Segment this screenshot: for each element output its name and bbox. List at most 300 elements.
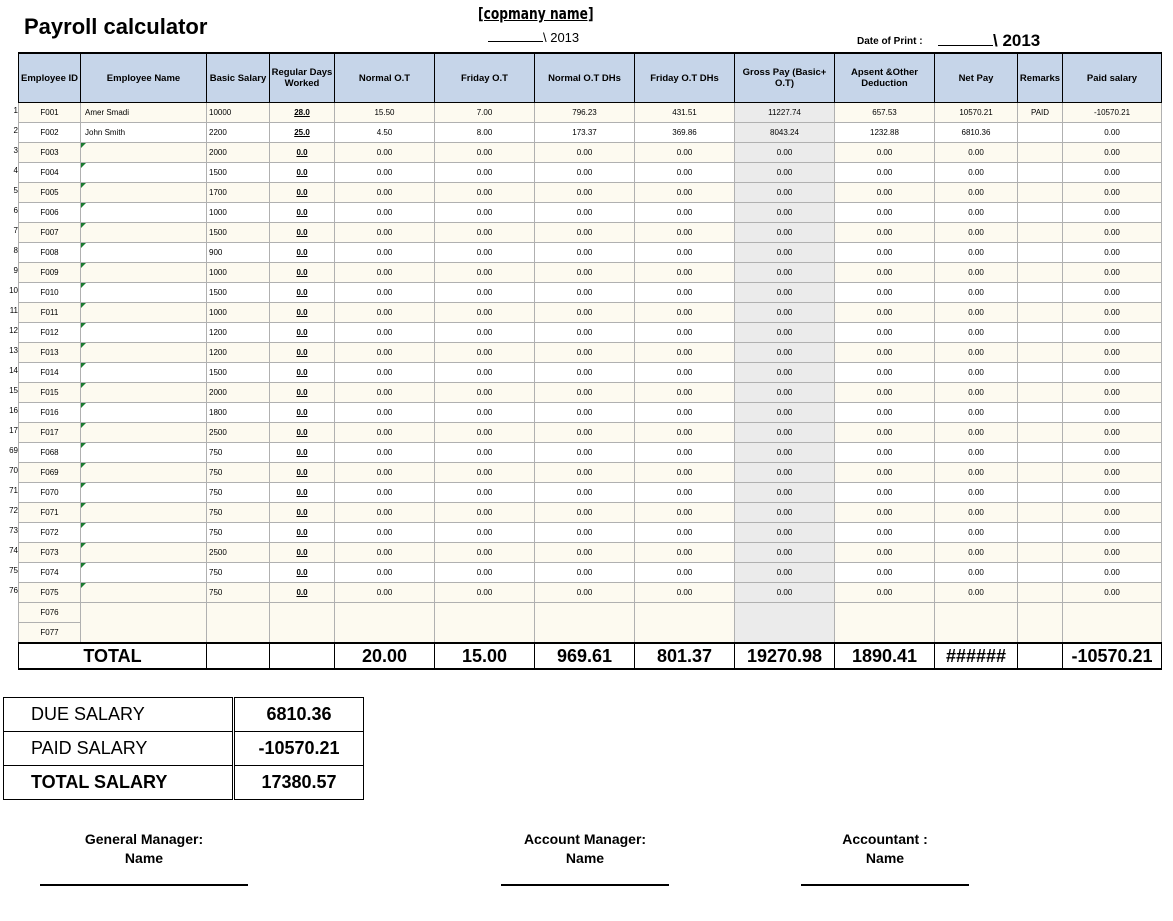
cell-notdh[interactable]: 0.00 <box>535 423 635 443</box>
cell-id[interactable]: F012 <box>19 323 81 343</box>
cell-rem[interactable] <box>1018 343 1063 363</box>
empty-cell[interactable] <box>635 603 735 644</box>
cell-not[interactable]: 0.00 <box>335 323 435 343</box>
cell-id[interactable]: F015 <box>19 383 81 403</box>
cell-paid[interactable]: 0.00 <box>1063 363 1162 383</box>
cell-id[interactable]: F068 <box>19 443 81 463</box>
empty-cell[interactable] <box>835 603 935 644</box>
cell-fot[interactable]: 0.00 <box>435 463 535 483</box>
cell-days[interactable]: 0.0 <box>270 543 335 563</box>
cell-ded[interactable]: 0.00 <box>835 243 935 263</box>
cell-ded[interactable]: 0.00 <box>835 543 935 563</box>
cell-id[interactable]: F014 <box>19 363 81 383</box>
cell-fot[interactable]: 7.00 <box>435 103 535 123</box>
empty-cell[interactable] <box>207 603 270 644</box>
cell-name[interactable]: John Smith <box>81 123 207 143</box>
cell-ded[interactable]: 0.00 <box>835 323 935 343</box>
cell-gross[interactable]: 0.00 <box>735 383 835 403</box>
cell-fotdh[interactable]: 0.00 <box>635 323 735 343</box>
cell-ded[interactable]: 657.53 <box>835 103 935 123</box>
cell-notdh[interactable]: 0.00 <box>535 463 635 483</box>
cell-net[interactable]: 0.00 <box>935 403 1018 423</box>
cell-days[interactable]: 0.0 <box>270 323 335 343</box>
cell-basic[interactable]: 1200 <box>207 323 270 343</box>
cell-rem[interactable] <box>1018 383 1063 403</box>
cell-gross[interactable]: 0.00 <box>735 423 835 443</box>
cell-fot[interactable]: 0.00 <box>435 403 535 423</box>
cell-name[interactable] <box>81 263 207 283</box>
cell-not[interactable]: 0.00 <box>335 483 435 503</box>
cell-gross[interactable]: 0.00 <box>735 543 835 563</box>
cell-id[interactable]: F017 <box>19 423 81 443</box>
cell-notdh[interactable]: 0.00 <box>535 383 635 403</box>
cell-notdh[interactable]: 0.00 <box>535 443 635 463</box>
cell-notdh[interactable]: 0.00 <box>535 223 635 243</box>
cell-days[interactable]: 28.0 <box>270 103 335 123</box>
cell-name[interactable] <box>81 583 207 603</box>
cell-fot[interactable]: 0.00 <box>435 483 535 503</box>
cell-paid[interactable]: 0.00 <box>1063 223 1162 243</box>
cell-gross[interactable]: 0.00 <box>735 303 835 323</box>
cell-fot[interactable]: 0.00 <box>435 443 535 463</box>
cell-name[interactable] <box>81 443 207 463</box>
cell-notdh[interactable]: 0.00 <box>535 563 635 583</box>
cell-not[interactable]: 0.00 <box>335 183 435 203</box>
cell-id[interactable]: F075 <box>19 583 81 603</box>
cell-notdh[interactable]: 0.00 <box>535 283 635 303</box>
cell-not[interactable]: 0.00 <box>335 223 435 243</box>
cell-id[interactable]: F011 <box>19 303 81 323</box>
cell-net[interactable]: 0.00 <box>935 183 1018 203</box>
cell-days[interactable]: 0.0 <box>270 463 335 483</box>
cell-gross[interactable]: 0.00 <box>735 583 835 603</box>
cell-rem[interactable] <box>1018 183 1063 203</box>
cell-id[interactable]: F003 <box>19 143 81 163</box>
cell-paid[interactable]: -10570.21 <box>1063 103 1162 123</box>
cell-gross[interactable]: 0.00 <box>735 243 835 263</box>
cell-not[interactable]: 0.00 <box>335 143 435 163</box>
cell-id[interactable]: F006 <box>19 203 81 223</box>
cell-paid[interactable]: 0.00 <box>1063 163 1162 183</box>
cell-not[interactable]: 0.00 <box>335 503 435 523</box>
cell-name[interactable] <box>81 523 207 543</box>
cell-id[interactable]: F016 <box>19 403 81 423</box>
cell-name[interactable] <box>81 243 207 263</box>
cell-not[interactable]: 15.50 <box>335 103 435 123</box>
cell-paid[interactable]: 0.00 <box>1063 243 1162 263</box>
cell-notdh[interactable]: 0.00 <box>535 583 635 603</box>
cell-days[interactable]: 0.0 <box>270 503 335 523</box>
cell-gross[interactable]: 0.00 <box>735 563 835 583</box>
cell-gross[interactable]: 0.00 <box>735 143 835 163</box>
cell-gross[interactable]: 8043.24 <box>735 123 835 143</box>
cell-fotdh[interactable]: 0.00 <box>635 143 735 163</box>
cell-days[interactable]: 25.0 <box>270 123 335 143</box>
cell-days[interactable]: 0.0 <box>270 423 335 443</box>
cell-fotdh[interactable]: 0.00 <box>635 483 735 503</box>
cell-rem[interactable] <box>1018 303 1063 323</box>
cell-fot[interactable]: 0.00 <box>435 383 535 403</box>
cell-ded[interactable]: 0.00 <box>835 303 935 323</box>
cell-rem[interactable] <box>1018 283 1063 303</box>
empty-cell[interactable] <box>1018 603 1063 644</box>
cell-gross[interactable]: 0.00 <box>735 483 835 503</box>
cell-rem[interactable] <box>1018 503 1063 523</box>
cell-name[interactable] <box>81 183 207 203</box>
cell-basic[interactable]: 2500 <box>207 423 270 443</box>
cell-fotdh[interactable]: 0.00 <box>635 543 735 563</box>
cell-id[interactable]: F073 <box>19 543 81 563</box>
cell-net[interactable]: 0.00 <box>935 223 1018 243</box>
cell-fot[interactable]: 8.00 <box>435 123 535 143</box>
cell-basic[interactable]: 750 <box>207 483 270 503</box>
cell-net[interactable]: 0.00 <box>935 523 1018 543</box>
empty-cell[interactable] <box>270 603 335 644</box>
cell-basic[interactable]: 750 <box>207 563 270 583</box>
cell-paid[interactable]: 0.00 <box>1063 483 1162 503</box>
cell-fotdh[interactable]: 0.00 <box>635 503 735 523</box>
cell-not[interactable]: 0.00 <box>335 463 435 483</box>
cell-fot[interactable]: 0.00 <box>435 163 535 183</box>
cell-ded[interactable]: 0.00 <box>835 183 935 203</box>
cell-id[interactable]: F013 <box>19 343 81 363</box>
cell-not[interactable]: 0.00 <box>335 423 435 443</box>
cell-fot[interactable]: 0.00 <box>435 223 535 243</box>
cell-name[interactable] <box>81 423 207 443</box>
cell-paid[interactable]: 0.00 <box>1063 283 1162 303</box>
cell-fotdh[interactable]: 0.00 <box>635 183 735 203</box>
cell-not[interactable]: 0.00 <box>335 243 435 263</box>
cell-rem[interactable] <box>1018 583 1063 603</box>
cell-rem[interactable] <box>1018 563 1063 583</box>
cell-fot[interactable]: 0.00 <box>435 423 535 443</box>
cell-id[interactable]: F007 <box>19 223 81 243</box>
cell-days[interactable]: 0.0 <box>270 183 335 203</box>
cell-basic[interactable]: 1000 <box>207 263 270 283</box>
cell-fotdh[interactable]: 0.00 <box>635 303 735 323</box>
cell-rem[interactable] <box>1018 243 1063 263</box>
cell-fot[interactable]: 0.00 <box>435 523 535 543</box>
cell-gross[interactable]: 0.00 <box>735 463 835 483</box>
cell-paid[interactable]: 0.00 <box>1063 203 1162 223</box>
cell-fotdh[interactable]: 0.00 <box>635 163 735 183</box>
cell-net[interactable]: 0.00 <box>935 203 1018 223</box>
cell-net[interactable]: 10570.21 <box>935 103 1018 123</box>
cell-rem[interactable] <box>1018 143 1063 163</box>
cell-rem[interactable] <box>1018 543 1063 563</box>
cell-paid[interactable]: 0.00 <box>1063 423 1162 443</box>
cell-notdh[interactable]: 0.00 <box>535 523 635 543</box>
cell-fot[interactable]: 0.00 <box>435 183 535 203</box>
cell-rem[interactable] <box>1018 523 1063 543</box>
cell-basic[interactable]: 1200 <box>207 343 270 363</box>
cell-fotdh[interactable]: 0.00 <box>635 263 735 283</box>
cell-id[interactable]: F074 <box>19 563 81 583</box>
cell-id[interactable]: F004 <box>19 163 81 183</box>
cell-ded[interactable]: 0.00 <box>835 503 935 523</box>
cell-not[interactable]: 4.50 <box>335 123 435 143</box>
cell-ded[interactable]: 0.00 <box>835 263 935 283</box>
cell-fotdh[interactable]: 0.00 <box>635 363 735 383</box>
cell-fotdh[interactable]: 369.86 <box>635 123 735 143</box>
cell-paid[interactable]: 0.00 <box>1063 183 1162 203</box>
cell-net[interactable]: 0.00 <box>935 383 1018 403</box>
cell-ded[interactable]: 0.00 <box>835 283 935 303</box>
empty-cell[interactable] <box>535 603 635 644</box>
cell-net[interactable]: 0.00 <box>935 483 1018 503</box>
cell-ded[interactable]: 1232.88 <box>835 123 935 143</box>
cell-not[interactable]: 0.00 <box>335 383 435 403</box>
cell-basic[interactable]: 750 <box>207 443 270 463</box>
cell-basic[interactable]: 750 <box>207 523 270 543</box>
cell-fot[interactable]: 0.00 <box>435 543 535 563</box>
cell-basic[interactable]: 2500 <box>207 543 270 563</box>
cell-not[interactable]: 0.00 <box>335 543 435 563</box>
cell-name[interactable] <box>81 343 207 363</box>
cell-notdh[interactable]: 0.00 <box>535 143 635 163</box>
cell-gross[interactable]: 0.00 <box>735 283 835 303</box>
cell-name[interactable] <box>81 503 207 523</box>
cell-fotdh[interactable]: 0.00 <box>635 523 735 543</box>
cell-net[interactable]: 0.00 <box>935 463 1018 483</box>
cell-ded[interactable]: 0.00 <box>835 343 935 363</box>
cell-name[interactable] <box>81 143 207 163</box>
cell-gross[interactable]: 0.00 <box>735 263 835 283</box>
cell-paid[interactable]: 0.00 <box>1063 583 1162 603</box>
cell-rem[interactable] <box>1018 483 1063 503</box>
cell-days[interactable]: 0.0 <box>270 363 335 383</box>
cell-fotdh[interactable]: 0.00 <box>635 243 735 263</box>
cell-name[interactable] <box>81 163 207 183</box>
cell-days[interactable]: 0.0 <box>270 163 335 183</box>
cell-fotdh[interactable]: 431.51 <box>635 103 735 123</box>
cell-notdh[interactable]: 0.00 <box>535 323 635 343</box>
cell-id[interactable]: F069 <box>19 463 81 483</box>
cell-fot[interactable]: 0.00 <box>435 143 535 163</box>
cell-paid[interactable]: 0.00 <box>1063 463 1162 483</box>
cell-ded[interactable]: 0.00 <box>835 363 935 383</box>
cell-fotdh[interactable]: 0.00 <box>635 403 735 423</box>
cell-paid[interactable]: 0.00 <box>1063 123 1162 143</box>
cell-basic[interactable]: 750 <box>207 583 270 603</box>
cell-name[interactable] <box>81 543 207 563</box>
cell-paid[interactable]: 0.00 <box>1063 443 1162 463</box>
cell-name[interactable] <box>81 483 207 503</box>
cell-fot[interactable]: 0.00 <box>435 343 535 363</box>
cell-basic[interactable]: 750 <box>207 463 270 483</box>
cell-basic[interactable]: 1800 <box>207 403 270 423</box>
cell-notdh[interactable]: 0.00 <box>535 363 635 383</box>
cell-fot[interactable]: 0.00 <box>435 263 535 283</box>
cell-paid[interactable]: 0.00 <box>1063 323 1162 343</box>
cell-basic[interactable]: 900 <box>207 243 270 263</box>
cell-basic[interactable]: 1500 <box>207 363 270 383</box>
cell-name[interactable] <box>81 563 207 583</box>
cell-id[interactable]: F002 <box>19 123 81 143</box>
cell-net[interactable]: 0.00 <box>935 143 1018 163</box>
cell-days[interactable]: 0.0 <box>270 223 335 243</box>
cell-paid[interactable]: 0.00 <box>1063 383 1162 403</box>
cell-paid[interactable]: 0.00 <box>1063 143 1162 163</box>
cell-days[interactable]: 0.0 <box>270 523 335 543</box>
cell-net[interactable]: 0.00 <box>935 163 1018 183</box>
cell-not[interactable]: 0.00 <box>335 363 435 383</box>
cell-not[interactable]: 0.00 <box>335 303 435 323</box>
cell-paid[interactable]: 0.00 <box>1063 543 1162 563</box>
cell-notdh[interactable]: 0.00 <box>535 203 635 223</box>
cell-rem[interactable]: PAID <box>1018 103 1063 123</box>
empty-cell[interactable] <box>335 603 435 644</box>
cell-ded[interactable]: 0.00 <box>835 203 935 223</box>
cell-rem[interactable] <box>1018 123 1063 143</box>
empty-cell[interactable] <box>935 603 1018 644</box>
cell-ded[interactable]: 0.00 <box>835 163 935 183</box>
cell-fot[interactable]: 0.00 <box>435 583 535 603</box>
cell-net[interactable]: 0.00 <box>935 543 1018 563</box>
cell-basic[interactable]: 2000 <box>207 383 270 403</box>
cell-id[interactable]: F070 <box>19 483 81 503</box>
empty-cell[interactable] <box>81 603 207 644</box>
cell-days[interactable]: 0.0 <box>270 483 335 503</box>
cell-name[interactable] <box>81 323 207 343</box>
cell-id[interactable]: F077 <box>19 623 81 644</box>
cell-basic[interactable]: 2200 <box>207 123 270 143</box>
cell-id[interactable]: F010 <box>19 283 81 303</box>
cell-name[interactable] <box>81 283 207 303</box>
cell-name[interactable] <box>81 463 207 483</box>
cell-id[interactable]: F076 <box>19 603 81 623</box>
cell-basic[interactable]: 1500 <box>207 163 270 183</box>
cell-not[interactable]: 0.00 <box>335 403 435 423</box>
cell-ded[interactable]: 0.00 <box>835 423 935 443</box>
cell-days[interactable]: 0.0 <box>270 343 335 363</box>
cell-days[interactable]: 0.0 <box>270 403 335 423</box>
cell-paid[interactable]: 0.00 <box>1063 563 1162 583</box>
cell-basic[interactable]: 1000 <box>207 303 270 323</box>
cell-days[interactable]: 0.0 <box>270 143 335 163</box>
cell-basic[interactable]: 1500 <box>207 283 270 303</box>
cell-net[interactable]: 6810.36 <box>935 123 1018 143</box>
cell-fotdh[interactable]: 0.00 <box>635 463 735 483</box>
cell-net[interactable]: 0.00 <box>935 303 1018 323</box>
cell-basic[interactable]: 10000 <box>207 103 270 123</box>
cell-basic[interactable]: 1500 <box>207 223 270 243</box>
cell-basic[interactable]: 750 <box>207 503 270 523</box>
cell-rem[interactable] <box>1018 443 1063 463</box>
cell-fot[interactable]: 0.00 <box>435 203 535 223</box>
cell-not[interactable]: 0.00 <box>335 283 435 303</box>
cell-paid[interactable]: 0.00 <box>1063 403 1162 423</box>
cell-id[interactable]: F071 <box>19 503 81 523</box>
cell-notdh[interactable]: 0.00 <box>535 483 635 503</box>
cell-not[interactable]: 0.00 <box>335 443 435 463</box>
cell-name[interactable] <box>81 363 207 383</box>
cell-ded[interactable]: 0.00 <box>835 223 935 243</box>
cell-days[interactable]: 0.0 <box>270 243 335 263</box>
cell-not[interactable]: 0.00 <box>335 583 435 603</box>
cell-rem[interactable] <box>1018 323 1063 343</box>
cell-fot[interactable]: 0.00 <box>435 563 535 583</box>
cell-gross[interactable]: 0.00 <box>735 223 835 243</box>
cell-ded[interactable]: 0.00 <box>835 383 935 403</box>
cell-net[interactable]: 0.00 <box>935 263 1018 283</box>
cell-paid[interactable]: 0.00 <box>1063 343 1162 363</box>
empty-cell[interactable] <box>1063 603 1162 644</box>
cell-notdh[interactable]: 0.00 <box>535 403 635 423</box>
cell-net[interactable]: 0.00 <box>935 443 1018 463</box>
cell-paid[interactable]: 0.00 <box>1063 523 1162 543</box>
cell-not[interactable]: 0.00 <box>335 263 435 283</box>
cell-days[interactable]: 0.0 <box>270 383 335 403</box>
cell-gross[interactable]: 11227.74 <box>735 103 835 123</box>
cell-ded[interactable]: 0.00 <box>835 563 935 583</box>
cell-id[interactable]: F001 <box>19 103 81 123</box>
cell-name[interactable] <box>81 403 207 423</box>
cell-ded[interactable]: 0.00 <box>835 523 935 543</box>
cell-fot[interactable]: 0.00 <box>435 283 535 303</box>
cell-notdh[interactable]: 0.00 <box>535 183 635 203</box>
cell-fotdh[interactable]: 0.00 <box>635 203 735 223</box>
cell-gross[interactable]: 0.00 <box>735 363 835 383</box>
cell-ded[interactable]: 0.00 <box>835 443 935 463</box>
cell-net[interactable]: 0.00 <box>935 583 1018 603</box>
cell-fotdh[interactable]: 0.00 <box>635 283 735 303</box>
cell-net[interactable]: 0.00 <box>935 343 1018 363</box>
cell-ded[interactable]: 0.00 <box>835 403 935 423</box>
cell-days[interactable]: 0.0 <box>270 563 335 583</box>
cell-rem[interactable] <box>1018 423 1063 443</box>
cell-name[interactable] <box>81 223 207 243</box>
cell-notdh[interactable]: 173.37 <box>535 123 635 143</box>
cell-not[interactable]: 0.00 <box>335 203 435 223</box>
cell-gross[interactable]: 0.00 <box>735 203 835 223</box>
cell-not[interactable]: 0.00 <box>335 343 435 363</box>
cell-gross[interactable]: 0.00 <box>735 163 835 183</box>
cell-rem[interactable] <box>1018 163 1063 183</box>
cell-days[interactable]: 0.0 <box>270 203 335 223</box>
cell-days[interactable]: 0.0 <box>270 263 335 283</box>
cell-name[interactable] <box>81 203 207 223</box>
cell-gross[interactable]: 0.00 <box>735 323 835 343</box>
cell-net[interactable]: 0.00 <box>935 323 1018 343</box>
cell-net[interactable]: 0.00 <box>935 283 1018 303</box>
empty-cell[interactable] <box>735 603 835 644</box>
cell-fotdh[interactable]: 0.00 <box>635 563 735 583</box>
cell-notdh[interactable]: 796.23 <box>535 103 635 123</box>
cell-paid[interactable]: 0.00 <box>1063 263 1162 283</box>
cell-paid[interactable]: 0.00 <box>1063 503 1162 523</box>
cell-basic[interactable]: 1000 <box>207 203 270 223</box>
cell-fotdh[interactable]: 0.00 <box>635 223 735 243</box>
cell-fot[interactable]: 0.00 <box>435 503 535 523</box>
cell-days[interactable]: 0.0 <box>270 583 335 603</box>
cell-notdh[interactable]: 0.00 <box>535 503 635 523</box>
cell-days[interactable]: 0.0 <box>270 283 335 303</box>
cell-id[interactable]: F005 <box>19 183 81 203</box>
cell-notdh[interactable]: 0.00 <box>535 543 635 563</box>
cell-fotdh[interactable]: 0.00 <box>635 343 735 363</box>
cell-notdh[interactable]: 0.00 <box>535 343 635 363</box>
cell-fotdh[interactable]: 0.00 <box>635 383 735 403</box>
cell-gross[interactable]: 0.00 <box>735 183 835 203</box>
cell-rem[interactable] <box>1018 223 1063 243</box>
cell-notdh[interactable]: 0.00 <box>535 163 635 183</box>
cell-ded[interactable]: 0.00 <box>835 583 935 603</box>
cell-net[interactable]: 0.00 <box>935 503 1018 523</box>
cell-fot[interactable]: 0.00 <box>435 243 535 263</box>
cell-rem[interactable] <box>1018 403 1063 423</box>
cell-gross[interactable]: 0.00 <box>735 523 835 543</box>
